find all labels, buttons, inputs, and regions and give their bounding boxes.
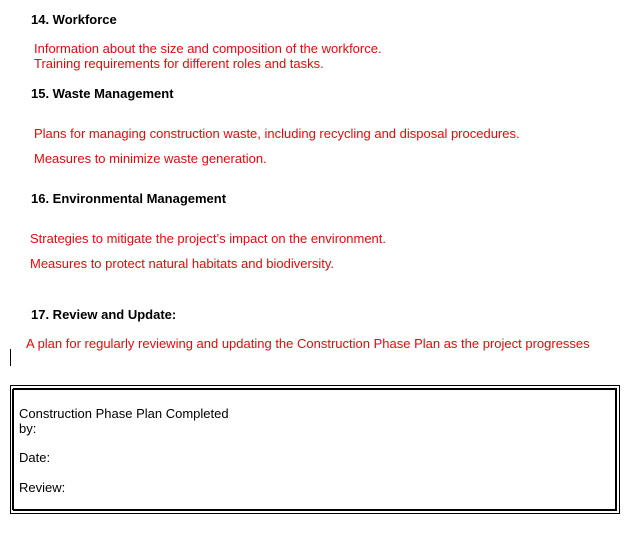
review-label: Review:: [19, 480, 66, 495]
review-item-plan: A plan for regularly reviewing and updating the Construction Phase Plan as the project progresses: [26, 336, 590, 351]
date-label: Date:: [19, 450, 51, 465]
environment-item-habitats: Measures to protect natural habitats and biodiversity.: [30, 256, 334, 271]
text-cursor: [10, 349, 11, 366]
completed-by-label-line2: by:: [19, 421, 37, 436]
workforce-item-size: Information about the size and composition of the workforce.: [34, 41, 382, 56]
section-heading-environmental-management: 16. Environmental Management: [31, 191, 227, 206]
section-heading-review-update: 17. Review and Update:: [31, 307, 177, 322]
environment-item-strategies: Strategies to mitigate the project’s impact on the environment.: [30, 231, 387, 246]
section-heading-waste-management: 15. Waste Management: [31, 86, 174, 101]
section-heading-workforce: 14. Workforce: [31, 12, 117, 27]
waste-item-minimize: Measures to minimize waste generation.: [34, 151, 267, 166]
waste-item-plans: Plans for managing construction waste, including recycling and disposal procedures.: [34, 126, 520, 141]
workforce-item-training: Training requirements for different roles and tasks.: [34, 56, 324, 71]
completed-by-label-line1: Construction Phase Plan Completed: [19, 406, 229, 421]
